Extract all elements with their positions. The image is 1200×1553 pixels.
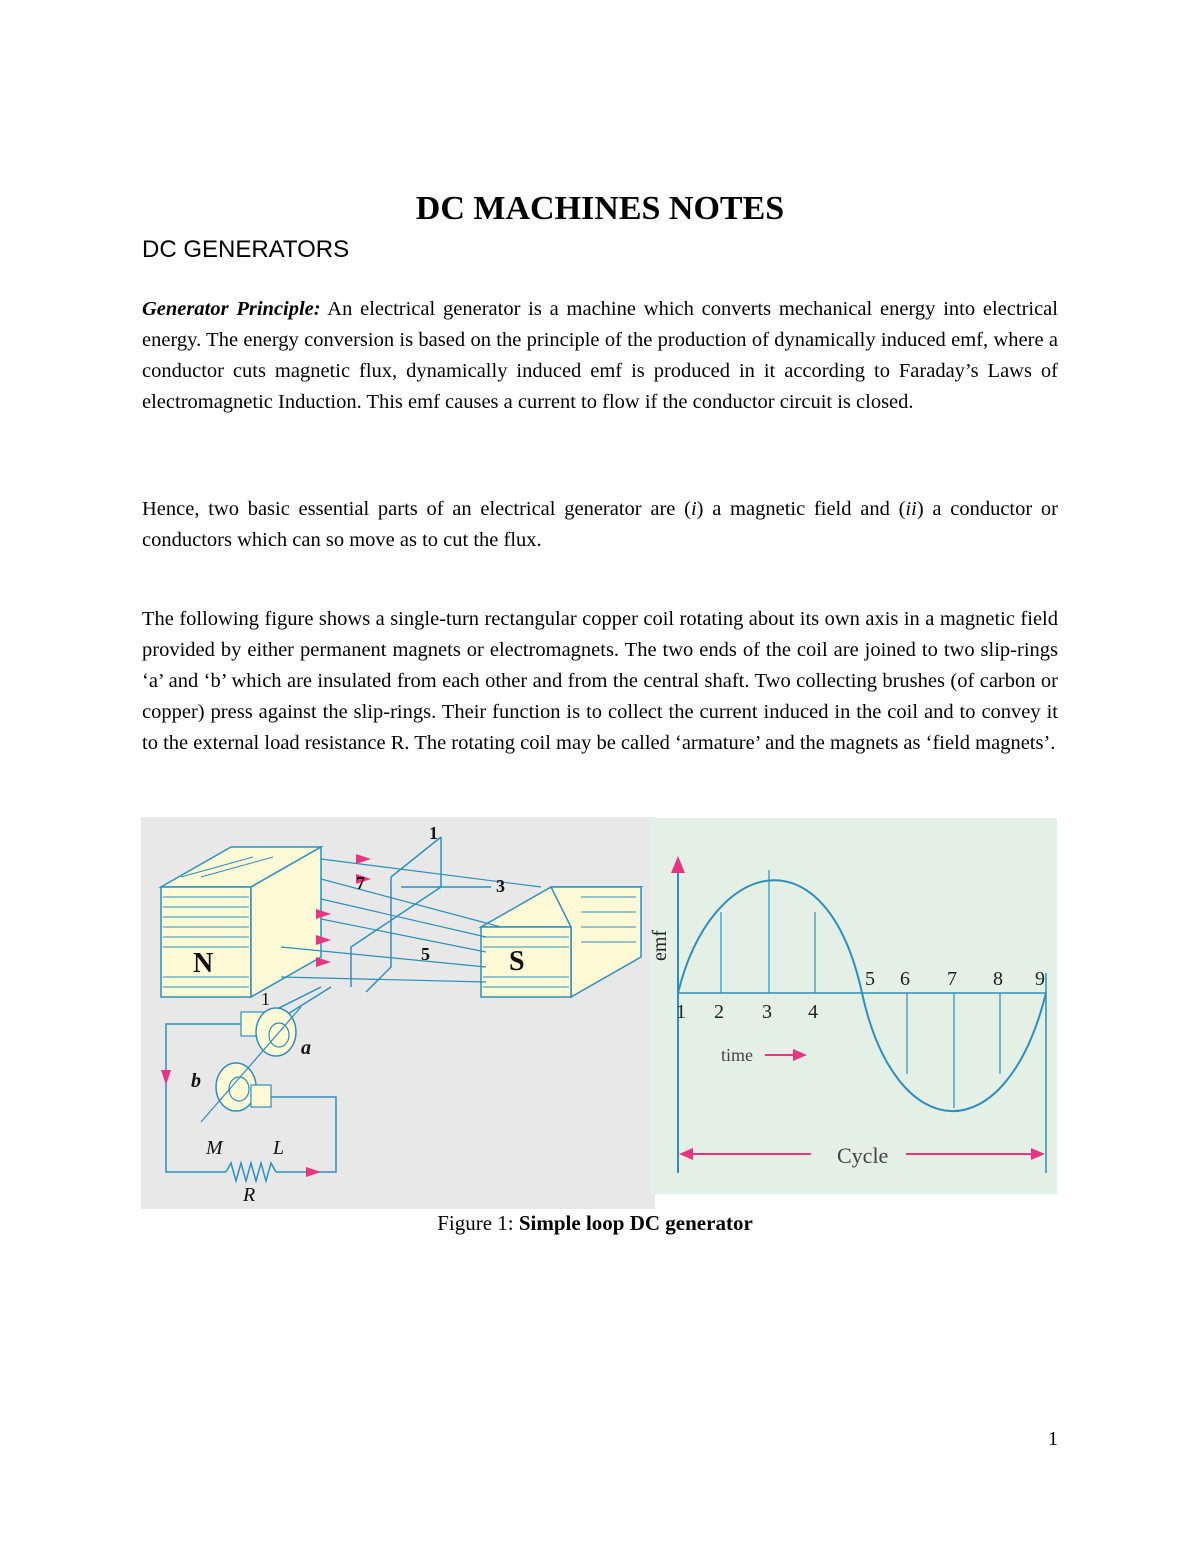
- south-magnet: [481, 887, 641, 997]
- tick-above-8: 8: [993, 968, 1003, 990]
- label-5: 5: [421, 944, 430, 964]
- tick-below-1: 1: [676, 1001, 686, 1023]
- tick-above-5: 5: [865, 968, 875, 990]
- label-3: 3: [496, 876, 505, 896]
- emf-label: emf: [651, 929, 671, 961]
- tick-below-4: 4: [808, 1001, 818, 1023]
- essential-parts-i: i: [690, 498, 697, 520]
- paragraph-generator-principle: [142, 294, 1058, 418]
- cycle-arrow-left-head: [679, 1148, 693, 1160]
- essential-parts-text-2: ) a magnetic field and (: [696, 498, 906, 520]
- generator-principle-text: An electrical generator is a machine which converts mechanical energy into electrical energy. The energy conversion is based on the principle of the production of dynamically induced emf, where a conductor cuts magnetic flux, dynamically induced emf is produced in it according to Faraday’s Laws of electromagnetic Induction. This emf causes a current to flow if the conductor circuit is closed.: [142, 298, 1058, 413]
- flux-arrows: [316, 854, 371, 967]
- figure-caption-prefix: Figure 1:: [437, 1211, 519, 1235]
- cycle-label: Cycle: [837, 1143, 889, 1168]
- label-l: L: [273, 1137, 285, 1159]
- essential-parts-text-1: Hence, two basic essential parts of an electrical generator are (: [142, 498, 691, 520]
- generator-principle-lead: Generator Principle:: [142, 298, 321, 320]
- ring-b-label: b: [191, 1070, 201, 1092]
- south-label: S: [509, 946, 525, 977]
- cycle-arrow-right-head: [1031, 1148, 1045, 1160]
- label-7: 7: [356, 873, 365, 893]
- paragraph-essential-parts: [142, 494, 1058, 556]
- current-arrow-down: [161, 1070, 171, 1085]
- paragraph-figure-description: The following figure shows a single-turn rectangular copper coil rotating about its own axis in a magnetic field provided by either permanent magnets or electromagnets. The two ends of the coil are joined to two slip-rings ‘a’ and ‘b’ which are insulated from each other and from the central shaft. Two collecting brushes (of carbon or copper) press against the slip-rings. Their function is to collect the current induced in the coil and to convey it to the external load resistance R. The rotating coil may be called ‘armature’ and the magnets as ‘field magnets’.: [142, 608, 1058, 754]
- label-m: M: [206, 1137, 223, 1159]
- current-arrow-right: [306, 1167, 321, 1177]
- essential-parts-text-3: ) a conductor or conductors which can so move as to cut the flux.: [142, 498, 1058, 551]
- emf-sine-wave: [678, 880, 1046, 1111]
- ring-a-label: a: [301, 1037, 311, 1059]
- north-label: N: [193, 948, 214, 979]
- label-1-top: 1: [429, 823, 438, 843]
- essential-parts-ii: ii: [905, 498, 917, 520]
- generator-diagram: [141, 817, 655, 1209]
- tick-above-6: 6: [900, 968, 910, 990]
- emf-waveform-svg: [651, 818, 1057, 1194]
- figure-caption: [0, 1211, 1190, 1236]
- north-magnet: [161, 847, 321, 997]
- tick-below-3: 3: [762, 1001, 772, 1023]
- tick-above-7: 7: [947, 968, 957, 990]
- time-arrow-head: [793, 1049, 807, 1061]
- label-r: R: [243, 1184, 256, 1206]
- label-1-bottom: 1: [261, 989, 270, 1009]
- section-heading: DC GENERATORS: [142, 236, 350, 263]
- emf-axis-arrow: [671, 856, 685, 873]
- page-number: 1: [1048, 1428, 1058, 1450]
- document-title: DC MACHINES NOTES: [415, 190, 785, 227]
- time-label: time: [721, 1045, 753, 1065]
- figure-caption-title: Simple loop DC generator: [518, 1211, 753, 1235]
- emf-waveform-diagram: [651, 818, 1057, 1194]
- tick-below-2: 2: [714, 1001, 724, 1023]
- tick-above-9: 9: [1035, 968, 1045, 990]
- generator-diagram-svg: [141, 817, 655, 1209]
